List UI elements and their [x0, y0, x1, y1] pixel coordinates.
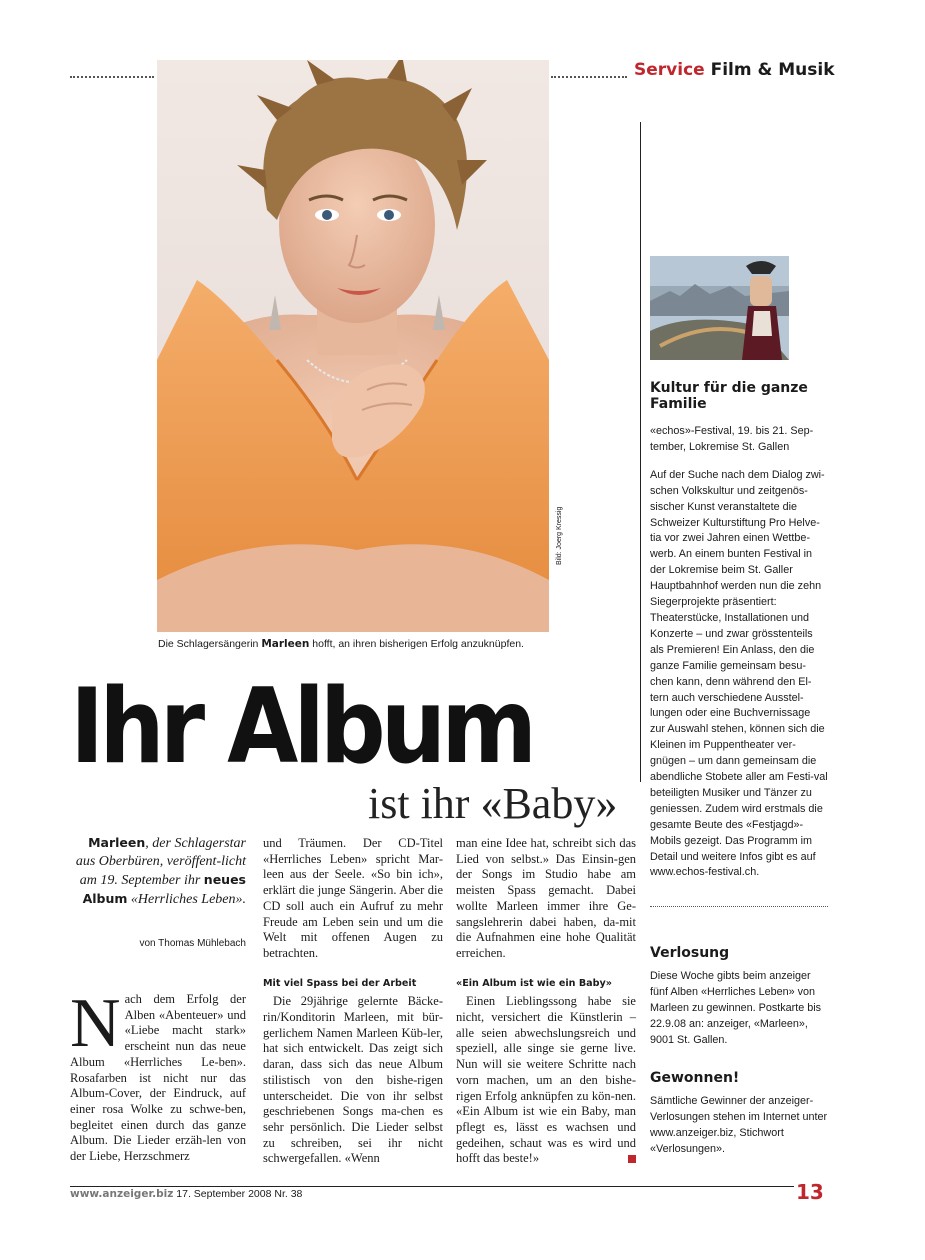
headline: Ihr Album — [70, 667, 533, 787]
column-3-bottom-body: Einen Lieblingssong habe sie nicht, versichert die Künstlerin – alle seien abwechslungsreich und speziell, alle singe sie gerne live. Nun will sie weitere Schritte nach vorn machen, um an den bishe-rigen Erfolg anknüpfen zu kön-nen. «Ein Album ist wie ein Baby, man pflegt es, lässt es wachsen und gedeihen, schaut was es wird und hofft das beste!» — [456, 994, 636, 1166]
lead-text-1: , der Schlagerstar aus Oberbüren, veröffent-licht am 19. September ihr — [75, 836, 246, 888]
footer-date: 17. September 2008 — [176, 1188, 272, 1200]
column-2-subtitle: Mit viel Spass bei der Arbeit — [263, 977, 417, 989]
kultur-body: Auf der Suche nach dem Dialog zwi-schen Volkskultur und zeitgenös-sischer Kunst veranstaltete die Schweizer Kulturstiftung Pro Helve-tia vor zwei Jahren einen Wettbe-werb. An einem bunten Festival in der Lokremise beim St. Galler Hauptbahnhof werden nun die zehn Siegerprojekte präsentiert: Theaterstücke, Installationen und Konzerte – und zwar grösstenteils als Premieren! Ein Anlass, den die ganze Familie gemeinsam besu-chen kann, denn während den El-tern auch verschiedene Ausstel-lungen oder eine Buchvernissage zur Auswahl stehen, können sich die Kleinen im Puppentheater ver-gnügen – um dann gemeinsam die abendliche Stobete aller am Festi-val beteiligten Musiker und Tänzer zu geniessen. Zudem wird erstmals die gesamte Beute des «Festjagd»-Mobils gezeigt. Das Programm im Detail und weitere Infos gibt es auf www.echos-festival.ch. — [650, 468, 828, 879]
column-3-top-text: man eine Idee hat, schreibt sich das Lied von selbst.» Das Einsin-gen der Songs im Studio habe am meisten Spass gemacht. Dabei wollte Marleen immer ihre Ge-sangslehrerin dabei haben, da-mit die Aufnahmen eine hohe Qualität erreichen. — [456, 836, 636, 960]
lead-bold-album: neues Album — [82, 872, 246, 906]
header-dotted-rule-right — [551, 76, 627, 78]
caption-suffix: hofft, an ihren bisherigen Erfolg anzuknüpfen. — [309, 638, 524, 650]
lead-paragraph — [70, 834, 246, 909]
column-2-bottom-text: Die 29jährige gelernte Bäcke-rin/Konditorin Marleen, mit bür-gerlichem Namen Marleen Küb-ler, hat sich entwickelt. Das zeigt sich daran, dass sich das neue Album stilistisch von den bishe-rigen unterscheidet. Die von ihr selbst geschriebenen Songs ma-chen es sehr persönlich. Die Lieder selbst zu schreiben, sei ihr nicht schwergefallen. «Wenn — [263, 994, 443, 1166]
article-column-3 — [456, 836, 636, 1167]
column-3-subtitle: «Ein Album ist wie ein Baby» — [456, 977, 612, 989]
photo-caption — [158, 638, 524, 650]
caption-name: Marleen — [261, 638, 310, 650]
kultur-title: Kultur für die ganze Familie — [650, 380, 808, 412]
article-column-2 — [263, 836, 443, 1167]
end-mark-icon — [628, 1155, 636, 1163]
gewonnen-body: Sämtliche Gewinner der anzeiger-Verlosungen stehen im Internet unter www.anzeiger.biz, Stichwort «Verlosungen». — [650, 1095, 828, 1155]
section-name: Service — [634, 60, 705, 80]
dropcap: N — [70, 985, 121, 1062]
subsection-name: Film & Musik — [710, 60, 835, 80]
festival-photo-illustration — [650, 256, 789, 360]
article-column-1 — [70, 985, 246, 1165]
column-2-top-text: und Träumen. Der CD-Titel «Herrliches Leben» spricht Mar-leen aus der Seele. «So bin ich», erklärt die junge Sängerin. Aber die CD soll auch ein Aufruf zu mehr Freude am Leben sein und um die Welt mit offenen Augen zu betrachten. — [263, 836, 443, 960]
footer — [70, 1188, 302, 1200]
sidebar-kultur — [650, 380, 828, 881]
byline: von Thomas Mühlebach — [139, 938, 246, 949]
section-label — [634, 60, 835, 80]
sidebar-gewonnen — [650, 1070, 828, 1158]
footer-site[interactable]: www.anzeiger.biz — [70, 1188, 174, 1200]
gewonnen-title: Gewonnen! — [650, 1070, 740, 1086]
header-dotted-rule-left — [70, 76, 154, 78]
footer-issue: Nr. 38 — [274, 1188, 303, 1200]
footer-rule — [70, 1186, 794, 1187]
lead-name: Marleen — [88, 835, 146, 850]
subheadline: ist ihr «Baby» — [368, 779, 618, 828]
portrait-illustration — [157, 60, 549, 632]
main-photo — [157, 60, 549, 632]
sidebar-verlosung — [650, 945, 828, 1049]
verlosung-title: Verlosung — [650, 945, 730, 961]
sidebar-dotted-rule — [650, 906, 828, 907]
sidebar-photo — [650, 256, 789, 360]
photo-credit: Bild: Joerg Kressig — [556, 506, 563, 565]
caption-prefix: Die Schlagersängerin — [158, 638, 262, 650]
sidebar-divider — [640, 122, 641, 782]
column-3-bottom-text — [456, 994, 636, 1167]
page-number: 13 — [796, 1180, 824, 1204]
kultur-info: «echos»-Festival, 19. bis 21. Sep-tember, Lokremise St. Gallen — [650, 425, 814, 453]
verlosung-body: Diese Woche gibts beim anzeiger fünf Alben «Herrliches Leben» von Marleen zu gewinnen. Postkarte bis 22.9.08 an: anzeiger, «Marleen», 9001 St. Gallen. — [650, 970, 822, 1046]
column-1-text: ach dem Erfolg der Alben «Abenteuer» und «Liebe macht stark» erscheint nun das neue Album «Herrliches Le-ben». Rosafarben ist nicht nur das Album-Cover, der Eindruck, auf einer rosa Wolke zu schwe-ben, begleitet einen durch das ganze Album. Die Lieder erzäh-len von der Liebe, Herzschmerz — [70, 992, 246, 1164]
lead-text-2: «Herrliches Leben». — [127, 892, 246, 907]
